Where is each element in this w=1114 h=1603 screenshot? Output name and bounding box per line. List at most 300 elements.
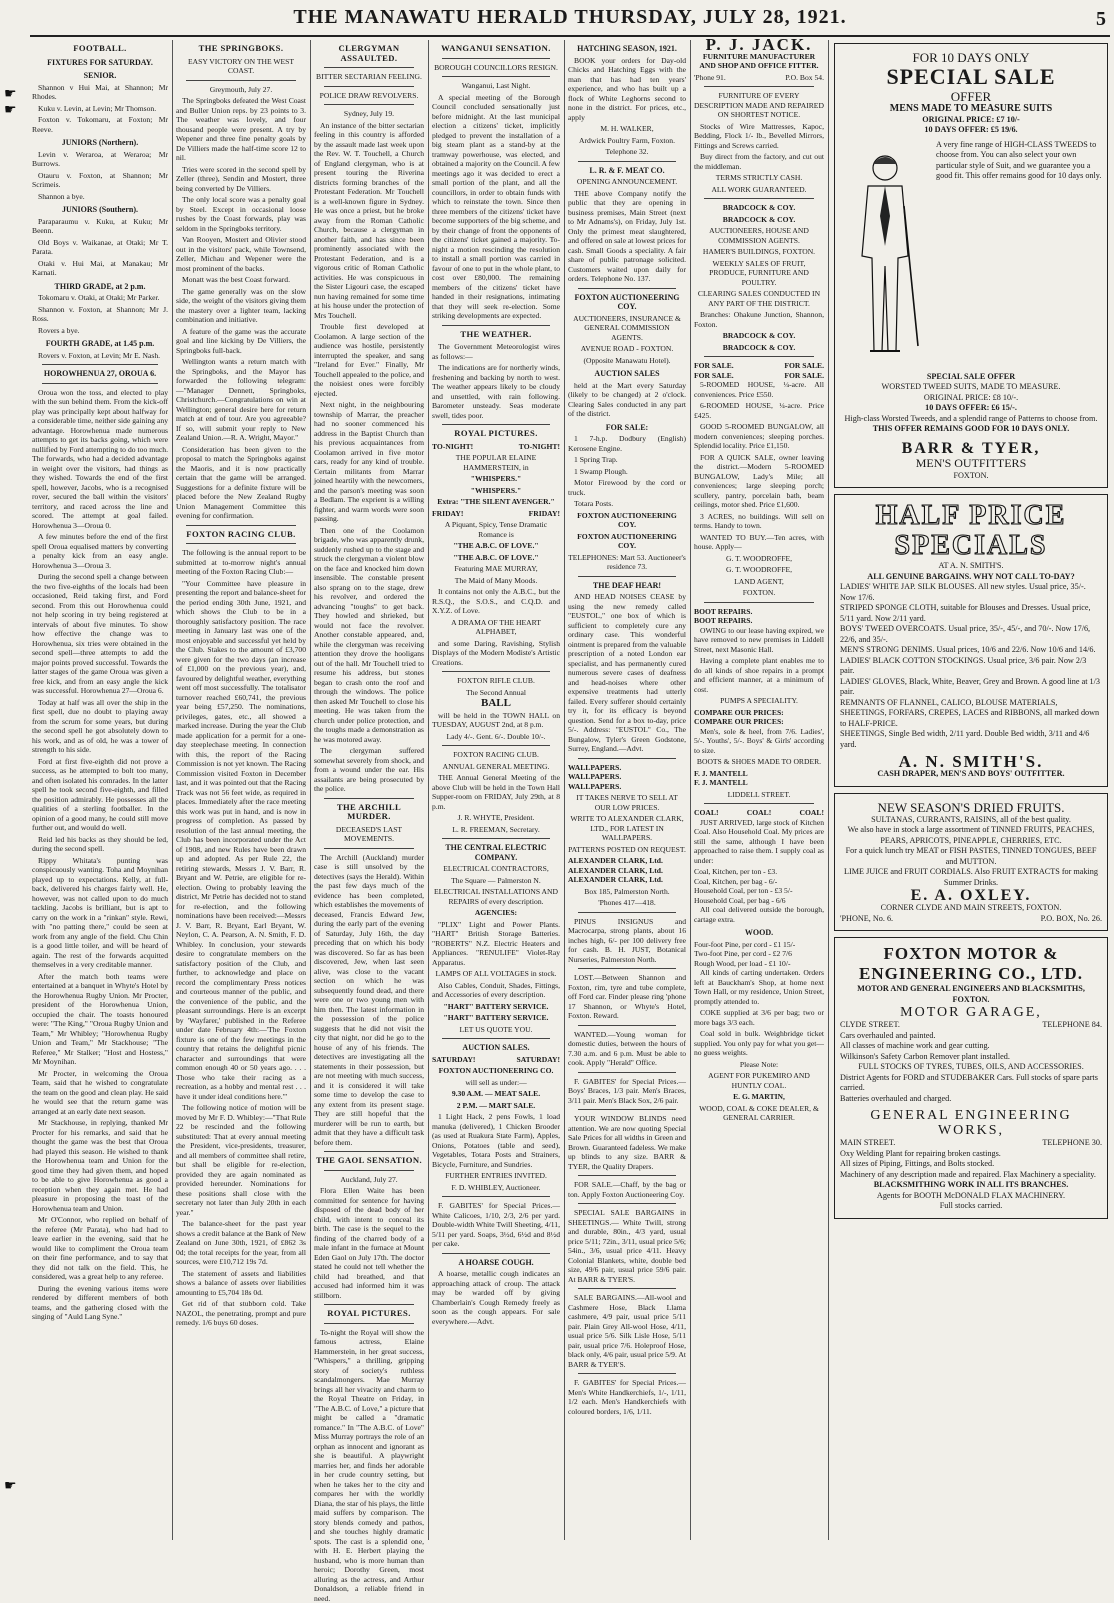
divider (578, 576, 676, 577)
divider (704, 803, 814, 804)
ad-line: LET US QUOTE YOU. (432, 1025, 560, 1035)
ad-line: MOTOR AND GENERAL ENGINEERS AND BLACKSMITHS, FOXTON. (840, 984, 1102, 1005)
auctioneering-heading: FOXTON AUCTIONEERING COY. (568, 293, 686, 312)
divider (578, 1175, 676, 1176)
article-paragraph: Consideration has been given to the proposal to match the Springboks against the Maoris, and it is now practically certain that the game will be arranged. Suggestions for a definite fixture will be placed before the New Zealand Rugby Union Management Committee this evening for confirmation. (176, 445, 306, 521)
ad-line: AUCTIONEERS, INSURANCE & GENERAL COMMISSION AGENTS. (568, 314, 686, 343)
column-classifieds (568, 40, 686, 1540)
article-paragraph: An instance of the bitter sectarian feeling in this country is afforded by the assault made last week upon the Rev. W. T. Touchell, a Church of England clergyman, who is at present touring the Riverina districts forming branches of the Protestant Federation. Mr Touchell is a well-known figure in Sydney. He was once a priest, but he broke away from the Roman Catholic Church, because a clergyman in another faith, and has since been prominently associated with the Protestant Federation, and is a vigorous critic of Roman Catholic activities. He was conspicuous in the Sister Ligouri case, the escaped nun having remained for some time at his house under the protection of Mrs Touchell. (314, 121, 424, 321)
ad-heading: THE CENTRAL ELECTRIC COMPANY. (432, 843, 560, 862)
ad-line: THIS OFFER REMAINS GOOD FOR 10 DAYS ONLY. (840, 424, 1102, 435)
ad-line: FOXTON AUCTIONEERING CO. (432, 1066, 560, 1076)
ad-line: FOR 10 DAYS ONLY (840, 50, 1102, 65)
ad-title: E. A. OXLEY. (840, 888, 1102, 903)
divider (442, 325, 550, 326)
article-paragraph: The Springboks defeated the West Coast and Buller Union reps. by 23 points to 3. The weather was lovely, and four thousand people were present. A try by Wepener and three fine penalty goals by De Villiers made the half-time score 12 to nil. (176, 96, 306, 163)
column-display-ads (832, 40, 1110, 1540)
dateline: Auckland, July 27. (314, 1175, 424, 1185)
article-paragraph: Then one of the Coolamon brigade, who was apparently drunk, suddenly rushed up to the stage and struck the clergyman a violent blow on the face and knocked him down insensible. The constable present also sprang on to the stage, drew his revolver, and ordered the advancing "toughs" to get back. They howled and shrieked, but would not face the revolver. Another constable appeared, and, while the clergyman was receiving attention they drove the hooligans out of the hall. Mr Touchell tried to resume his address, but stones began to crash onto the roof and through the windows. The police then asked Mr Touchell to close his meeting. He was taken from the church under police protection, and the toughs made a demonstration as he was motored away. (314, 526, 424, 745)
ad-heading: FOXTON RACING CLUB. (432, 750, 560, 760)
divider (442, 838, 550, 839)
ad-line: TELEPHONE 84. (1042, 1020, 1102, 1031)
fixtures-heading: FIXTURES FOR SATURDAY. (32, 58, 168, 68)
list-item: WANTED TO BUY.—Ten acres, with house. Apply— (694, 533, 824, 552)
column-rule (172, 40, 173, 1540)
deaf-heading: THE DEAF HEAR! (568, 581, 686, 591)
list-item: MEN'S STRONG DENIMS. Usual prices, 10/6 and 22/6. Now 10/6 and 14/6. (840, 645, 1102, 656)
film-title: "THE A.B.C. OF LOVE." (432, 541, 560, 551)
ad-text: All coal delivered outside the borough, cartage extra. (694, 905, 824, 924)
list-item: BOYS' TWEED OVERCOATS. Usual price, 35/-, 45/-, and 70/-. Now 17/6, 22/6, and 35/-. (840, 624, 1102, 645)
ad-heading: AUCTION SALES. (432, 1043, 560, 1053)
ad-line: AGENT FOR PUKEMIRO AND HUNTLY COAL. (694, 1071, 824, 1090)
friday-label: FRIDAY! (529, 509, 560, 519)
article-paragraph: Ford at first five-eighth did not prove a success, as he attempted to bolt too many, and often isolated his comrades. In the latter spell he took second five-eighth, and filled the position admirably. He possesses all the qualities of a sterling footballer. In the opinion of a good many, he could still move further out, and would do well. (32, 757, 168, 833)
classified-ad: SALE BARGAINS.—All-wool and Cashmere Hose, Black Llama cashmere, 4/9 pair, usual price 5/11 pair. Plain Grey All-wool Hose, 4/11, usual price 5/6. Silk Lisle Hose, 5/11 pair, usual price 7/6. Holeproof Hose, black only, 4/6 pair, usual price 5/9. At BARR & TYER'S. (568, 1293, 686, 1369)
springboks-subheading: EASY VICTORY ON THE WEST COAST. (176, 57, 306, 76)
ad-line: SPECIAL SALE OFFER (840, 372, 1102, 383)
ad-line: HAMER'S BUILDINGS, FOXTON. (694, 247, 824, 257)
ad-line: FOR SALE. (784, 361, 824, 371)
ad-line: WALLPAPERS. (568, 763, 686, 773)
divider (578, 1203, 676, 1204)
price-line: Household Coal, per ton - £3 5/- (694, 886, 824, 896)
meat-co-heading: L. R. & F. MEAT CO. (568, 166, 686, 176)
ad-text: Buy direct from the factory, and cut out the middleman. (694, 152, 824, 171)
ad-line: LAND AGENT, (694, 577, 824, 587)
ad-title: A. N. SMITH'S. (840, 754, 1102, 769)
article-paragraph: Flora Ellen Waite has been committed for sentence for having disposed of the dead body of her child, with intent to conceal its birth. The case is the sequel to the finding of the charred body of a male infant in the furnace at Mount Eden Gaol on July 17th. The doctor stated he could not tell whether the child had breathed, and that accused had informed him it was stillborn. (314, 1186, 424, 1300)
fixture-line: Levin v. Weraroa, at Weraroa; Mr Burrows. (32, 150, 168, 169)
foxton-motor-ad (834, 937, 1108, 1219)
ad-line: WRITE TO ALEXANDER CLARK, LTD., FOR LATEST IN WALLPAPERS. (568, 814, 686, 843)
list-item: LADIES' BLACK COTTON STOCKINGS. Usual price, 3/6 pair. Now 2/3 pair. (840, 656, 1102, 677)
ad-line: The Square — Palmerston N. (432, 876, 560, 886)
ad-line: BRADCOCK & COY. (694, 215, 824, 225)
ad-line: CASH DRAPER, MEN'S AND BOYS' OUTFITTER. (840, 769, 1102, 780)
classified-ad: YOUR WINDOW BLINDS need attention. We are now quoting Special Sale Prices for all widths in Green and Brown. Guaranteed fadeless. We make up blinds to any size. BARR & TYER, the Quality Drapers. (568, 1114, 686, 1171)
royal-pictures-ad (432, 429, 560, 667)
saturday-label: SATURDAY! (432, 1055, 475, 1065)
price-label: 10 DAYS OFFER: (924, 125, 988, 134)
article-paragraph: The Government Meteorologist wires as follows:— (432, 342, 560, 361)
divider (324, 104, 414, 105)
article-paragraph: The statement of assets and liabilities shows a balance of assets over liabilities amounting to £5,704 18s 0d. (176, 1269, 306, 1298)
ad-text: All kinds of carting undertaken. Orders left at Bauckham's Shop, at home next Town Hall, or my residence, Union Street, promptly attended to. (694, 968, 824, 1006)
archill-subheading: DECEASED'S LAST MOVEMENTS. (314, 825, 424, 844)
ad-line: MENS MADE TO MEASURE SUITS (840, 104, 1102, 115)
divider (186, 525, 296, 526)
ad-line: PUMPS A SPECIALITY. (694, 696, 824, 706)
weather-heading: THE WEATHER. (432, 330, 560, 340)
article-paragraph: Rippy Whitata's punting was conspicuously wanting. Toha and Moynihan played up to expectations. Kelly, at full-back, delivered his charges fairly well. He, however, was not called upon to do much tackling. Jacobs is brilliant, but is apt to carry on the work in a "rinkan" style. Rewi, with "no patting there," could be seen at work from any angle of the field. Chu Chin is a good little toiler, and will be heard of again. The rest of the forwards acquitted themselves in a very creditable manner. (32, 856, 168, 970)
classified-ad: F. GABITES' for Special Prices.— Boys' Braces, 1/3 pair. Men's Braces, 3/11 pair. Men's Black Sox, 2/6 pair. (568, 1077, 686, 1106)
article-paragraph: The Archill (Auckland) murder case is still unsolved by the detectives (says the Herald). Within the past few days much of the evidence has been completed, which establishes the movements of deceased, Francis Edward Jew, during the early part of the evening of Saturday, July 16th, the day preceding that on which his body was discovered. So far as has been discovered, Jew, when last seen alive, was close to the vacant section on which he was subsequently found dead, and there were one or two young men with him then. The latest information in the possession of the police suggests that he did not visit the city that night, nor did he go to the house of any of his friends. The detectives are investigating all the statements in their possession, but are not meeting with much success, and it is considered it will take some time to develop the case to any extent from its present stage. They are still hopeful that the murderer will be run to earth, but admit that they have a difficult task before them. (314, 853, 424, 1148)
ad-line: LIDDELL STREET. (694, 790, 824, 800)
ad-line: Please Note: (694, 1060, 824, 1070)
price-value: £7 10/- (996, 115, 1019, 124)
ad-text: THE Annual General Meeting of the above Club will be held in the Town Hall Supper-room on FRIDAY, July 29th, at 8 p.m. (432, 773, 560, 811)
ad-title: GENERAL ENGINEERING WORKS, (840, 1108, 1102, 1138)
ad-line: "HART" BATTERY SERVICE. (432, 1002, 560, 1012)
list-item: REMNANTS OF FLANNEL, CALICO, BLOUSE MATERIALS, SHEETINGS, FORFARS, CREPES, LACES and RIBBONS, all marked down to HALF-PRICE. (840, 698, 1102, 730)
ad-text: OWING to our lease having expired, we have removed to new premises in Liddell Street, next Masonic Hall. (694, 626, 824, 655)
ad-line: 'Phones 417—418. (568, 898, 686, 908)
ad-line: G. T. WOODROFFE, (694, 565, 824, 575)
ad-line: ELECTRICAL INSTALLATIONS AND REPAIRS of every description. (432, 887, 560, 906)
ad-line: OPENING ANNOUNCEMENT. (568, 177, 686, 187)
ad-line: L. R. FREEMAN, Secretary. (432, 825, 560, 835)
ad-line: FOXTON. (840, 471, 1102, 482)
article-paragraph: The clergyman suffered somewhat severely from shock, and from a wound under the ear. His assailants are being prosecuted by the police. (314, 746, 424, 794)
ad-line: FOR SALE. (784, 371, 824, 381)
ad-line: FOXTON AUCTIONEERING COY. (568, 532, 686, 551)
hatching-heading: HATCHING SEASON, 1921. (568, 44, 686, 54)
divider (442, 745, 550, 746)
ad-line: BRADCOCK & COY. (694, 203, 824, 213)
column-rule (690, 40, 691, 1540)
ad-line: M. H. WALKER, (568, 124, 686, 134)
ad-line: COMPARE OUR PRICES: (694, 717, 824, 727)
springboks-heading: THE SPRINGBOKS. (176, 44, 306, 54)
ad-line: BRADCOCK & COY. (694, 331, 824, 341)
auction-sales-ad (432, 1043, 560, 1192)
article-paragraph: Monatt was the best Coast forward. (176, 275, 306, 285)
ad-text: 1 Light Hack, 2 pens Fowls, 1 load manuka (delivered), 1 Chicken Brooder (as used at Ruakura State Farm), Apples, Onions, Potatoes (table and seed), Vegetables, Totara Posts and Strainers, Bicycle, Furniture, and Sundries. (432, 1112, 560, 1169)
divider (578, 288, 676, 289)
film-title: "THE A.B.C. OF LOVE." (432, 553, 560, 563)
divider (186, 80, 296, 81)
tonight-label: TO-NIGHT! (432, 442, 473, 452)
article-paragraph: The indications are for northerly winds, freshening and backing by north to west. The weather appears likely to be cloudy and unsettled, with rain following. Barometer unsteady. Seas moderate swell, tides poor. (432, 363, 560, 420)
cough-ad: A hoarse, metallic cough indicates an approaching attack of croup. The attack may be warded off by giving Chamberlain's Cough Remedy freely as soon as the cough appears. For sale everywhere.—Advt. (432, 1269, 560, 1326)
article-paragraph: Get rid of that stubborn cold. Take NAZOL, the penetrating, prompt and pure remedy. 1/6 buys 60 doses. (176, 1299, 306, 1328)
divider (442, 671, 550, 672)
ad-text: Coal sold in bulk. Weighbridge ticket supplied. You only pay for what you get—no guess weights. (694, 1029, 824, 1058)
list-item: Wilkinson's Safety Carbon Remover plant installed. (840, 1052, 1102, 1063)
price-label: ORIGINAL PRICE: (922, 115, 994, 124)
divider (324, 848, 414, 849)
ad-line: CORNER CLYDE AND MAIN STREETS, FOXTON. (840, 903, 1102, 914)
fixture-line: Paraparaumu v. Kuku, at Kuku; Mr Beenn. (32, 217, 168, 236)
divider (578, 1373, 676, 1374)
divider (442, 58, 550, 59)
ad-line: 2 P.M. — MART SALE. (432, 1101, 560, 1111)
ad-text: and some Daring, Ravishing, Stylish Displays of the Modern Modiste's Artistic Creations. (432, 639, 560, 668)
classified-ad: FOR SALE.—Chaff, by the bag or ton. Apply Foxton Auctioneering Coy. (568, 1180, 686, 1199)
divider (324, 1323, 414, 1324)
royal-ad-heading: ROYAL PICTURES. (432, 429, 560, 439)
list-item: GOOD 5-ROOMED BUNGALOW, all modern conveniences; sleeping porches. Splendid locality. Price £1,150. (694, 422, 824, 451)
divider (578, 1288, 676, 1289)
ad-line: 9.30 A.M. — MEAT SALE. (432, 1089, 560, 1099)
list-item: LADIES' WHITE JAP. SILK BLOUSES. All new styles. Usual price, 35/-. Now 17/6. (840, 582, 1102, 603)
price-line: Coal, Kitchen, per bag - 6/- (694, 877, 824, 887)
ad-line: WALLPAPERS. (568, 772, 686, 782)
ad-line: PATTERNS POSTED ON REQUEST. (568, 845, 686, 855)
ad-line: COAL! (694, 808, 718, 818)
price-line: Two-foot Pine, per cord - £2 7/6 (694, 949, 824, 959)
ad-title: SPECIALS (840, 531, 1102, 561)
article-paragraph: Mr O'Connor, who replied on behalf of the referee (Mr Parata), who had had to leave earlier in the evening, said that he would like to compliment the Oroua team on their fine performance, and to say that they did not talk on the field. This, he considered, was a great help to any referee. (32, 1215, 168, 1282)
ad-line: MAIN STREET. (840, 1138, 895, 1149)
list-item: Oxy Welding Plant for repairing broken castings. (840, 1149, 1102, 1160)
article-paragraph: Oroua won the toss, and elected to play with the sun behind them. From the kick-off play was principally kept about halfway for a considerable time, neither side gaining any advantage. Horowhenua made numerous attempts to get its backs going, which were nullified by Ford attempting to do too much. The forwards, who had a decided advantage in weight over the visitors, had things as they wished. Towards the end of the first spell, however, Jacobs, who is a recognised rover, secured the ball within the visitors' territory, and raced across the line and scored. The attempt at goal failed. Horowhenua 3—Oroua 0. (32, 388, 168, 531)
list-item: Batteries overhauled and charged. (840, 1094, 1102, 1105)
fourth-grade-heading: FOURTH GRADE, at 1.45 p.m. (32, 339, 168, 349)
ad-text: A very fine range of HIGH-CLASS TWEEDS to choose from. You can also select your own particular style of Suit, and we guarantee you a good fit. This offer remains good for 10 days only. (936, 140, 1102, 182)
wanganui-subheading: BOROUGH COUNCILLORS RESIGN. (432, 63, 560, 73)
fixture-line: Shannon v. Foxton, at Shannon; Mr J. Ross. (32, 305, 168, 324)
ad-title: HALF PRICE (840, 501, 1102, 531)
column-rule (428, 40, 429, 1540)
ad-line: ANNUAL GENERAL MEETING. (432, 762, 560, 772)
ad-line: ALEXANDER CLARK, Ltd. (568, 856, 686, 866)
column-football (32, 40, 168, 1540)
ad-text: Having a complete plant enables me to do all kinds of shoe repairs in a prompt and efficient manner, at a minimum of cost. (694, 656, 824, 694)
article-paragraph: The only local score was a penalty goal by Steel. Except in occasional loose rushes by the Coast forwards, play was seldom in the Springboks territory. (176, 195, 306, 233)
ad-heading: FOXTON RIFLE CLUB. (432, 676, 560, 686)
ad-line: A Piquant, Spicy, Tense Dramatic Romance is (432, 520, 560, 539)
tonight-label: TO-NIGHT! (519, 442, 560, 452)
ad-line: WOOD, COAL & COKE DEALER, & GENERAL CARRIER. (694, 1104, 824, 1123)
ad-line: COAL! (747, 808, 771, 818)
divider (442, 76, 550, 77)
ad-line: F. D. WHIBLEY, Auctioneer. (432, 1183, 560, 1193)
hatching-ad: BOOK your orders for Day-old Chicks and Hatching Eggs with the man that has had ten years' experience, and who has built up a flock of White Leghorns second to none in the district. For prices, etc., apply (568, 56, 686, 123)
divider (578, 968, 676, 969)
match-heading: HOROWHENUA 27, OROUA 6. (32, 369, 168, 379)
ad-line: BOOTS & SHOES MADE TO ORDER. (694, 757, 824, 767)
clergyman-subheading: POLICE DRAW REVOLVERS. (314, 91, 424, 101)
article-paragraph: After the match both teams were entertained at a banquet in Whyte's Hotel by the Horowhenua Rugby Union. Mr Procter, president of the Horowhenua Union, occupied the chair. The toasts honoured were: "The King," "Oroua Rugby Union and Team," Mr Whibley; "Horowhenua Rugby Union and Team," Mr Stackhouse; "The Referee," Mr Stalker; "Host and Hostess," Mr Moynihan. (32, 972, 168, 1067)
ad-line: (Opposite Manawatu Hotel). (568, 356, 686, 366)
article-paragraph: Wellington wants a return match with the Springboks, and the Mayor has forwarded the following telegram:—"Manager Dennett, Springboks, Christchurch.—Congratulations on win at Wellington; general desire here for return match at end of tour. Are you agreeable? If so, will submit your reply to New Zealand Union.—R. A. Wright, Mayor." (176, 357, 306, 443)
archill-heading: THE ARCHILL MURDER. (314, 803, 424, 822)
divider (324, 1151, 414, 1152)
list-item: Machinery of any description made and repaired. Flax Machinery a speciality. (840, 1170, 1102, 1181)
racing-club-heading: FOXTON RACING CLUB. (176, 530, 306, 540)
ad-line: Featuring MAE MURRAY, (432, 564, 560, 574)
classified-ad: PINUS INSIGNUS and Macrocarpa, strong plants, about 16 inches high, 6/- per 100 delivery free for cash. B. H. JUST, Botanical Nurseries, Palmerston North. (568, 917, 686, 965)
ad-text: High-class Worsted Tweeds, and a splendid range of Patterns to choose from. (840, 414, 1102, 425)
divider (704, 198, 814, 199)
ad-line: WORSTED TWEED SUITS, MADE TO MEASURE. (840, 382, 1102, 393)
masthead (30, 6, 1110, 36)
fixture-line: Otauru v. Foxton, at Shannon; Mr Scrimeis. (32, 171, 168, 190)
clergyman-subheading: BITTER SECTARIAN FEELING. (314, 72, 424, 82)
ad-line: 'Phone 91. (694, 73, 726, 83)
film-title: "WHISPERS." (432, 474, 560, 484)
gaol-heading: THE GAOL SENSATION. (314, 1156, 424, 1166)
article-paragraph: Mr Procter, in welcoming the Oroua Team, said that he wished to congratulate the team on the good and clean play. He said he would see that the return game was arranged at an early date next season. (32, 1069, 168, 1117)
article-paragraph: "Your Committee have pleasure in presenting the report and balance-sheet for the period ending 30th June, 1921, and which shows the Club to be in a thoroughly satisfactory position. The race meeting in January last was one of the most enjoyable and successful yet held by the Club. Stakes to the amount of £3,700 were given for the two days (an increase of £1,000 on the previous year), and, favoured by delightful weather, everything went off most successfully. The totalisator turnover reached £60,741, the previous year being £57,250. The nominations, privileges, gates, etc., all showed a marked increase. During the year the Club made application for a permit for a one-day steeplechase meeting. In connection with this, the report of the Racing Commission is not yet known. The Racing Commission visited Foxton in December last, and it was pointed out that the Racing Track was not 56 feet wide, as required in places. Immediately after the race meeting this work was put in hand, and is now in progress of completion. As passed by resolution of the last annual meeting, the Club has been incorporated under the Act of 1908, and new Rules have been drawn up and adopted. As per Rule 22, the retiring stewards, Messrs J. V. Barr, R. Bryant and W. Petrie, are eligible for re-election. Owing to probably leaving the district, Mr Petrie has decided not to stand for re-election, and the following nominations have been received:—Messrs J. V. Barr, R. Bryant, Earl Bryant, W. Neylon, C. A. Pearson, A. N. Smith, F. D. Whibley. In conclusion, your stewards desire to congratulate members on the satisfactory position of the Club, and further, to acknowledge and place on record the complimentary Press notices and courteous manner of the public, and the convenience of the public, and the pleasant surroundings. Here is an excerpt by 'Wayfarer,' published in the Referee under date February 4th:—'The Foxton fixture is one of the few meetings in the country that retains the delightful picnic character and surroundings that were common enough 40 or 50 years ago. . . . Those who take their racing as a recreation, as a hobby and mental rest . . . have it under ideal conditions here.'" (176, 579, 306, 1102)
ad-line: FOXTON. (694, 588, 824, 598)
column-rule (828, 40, 829, 1540)
ad-line: Ardwick Poultry Farm, Foxton. (568, 136, 686, 146)
list-item: Totara Posts. (568, 499, 686, 509)
divider (42, 364, 158, 365)
ad-title: FOXTON MOTOR & ENGINEERING CO., LTD. (840, 944, 1102, 984)
ad-line: ALEXANDER CLARK, Ltd. (568, 866, 686, 876)
ad-line: Lady 4/-. Gent. 6/-. Double 10/-. (432, 732, 560, 742)
ad-heading: AUCTION SALES (568, 369, 686, 379)
list-item: District Agents for FORD and STUDEBAKER Cars. Full stocks of spare parts carried. (840, 1073, 1102, 1094)
list-item: LADIES' GLOVES, Black, White, Beaver, Grey and Brown. A good line at 1/3 pair. (840, 677, 1102, 698)
divider (442, 1253, 550, 1254)
football-heading: FOOTBALL. (32, 44, 168, 54)
divider (186, 543, 296, 544)
ad-line: FURNITURE MANUFACTURER AND SHOP AND OFFICE FITTER. (694, 52, 824, 71)
ad-text: Men's, sole & heel, from 7/6. Ladies', 5/-. Youths', 5/-. Boys' & Girls' according to size. (694, 727, 824, 756)
ad-line: AVENUE ROAD - FOXTON. (568, 344, 686, 354)
ad-line: BRADCOCK & COY. (694, 343, 824, 353)
article-paragraph: Van Rooyen, Mostert and Olivier stood out in the visitors' pack, while Townsend, Zeller, Michau and Wepener were the most prominent of the backs. (176, 235, 306, 273)
article-paragraph: The following notice of motion will be moved by Mr F. D. Whibley:—"That Rule 22 be rescinded and the following substituted: That at every annual meeting the President, vice-presidents, treasurer, and all members of committee shall retire, but shall be eligible for re-election, provided they are again nominated as provided hereunder. Nominations for these positions shall close with the secretary not later than July 20th in each year." (176, 1103, 306, 1217)
list-item: STRIPED SPONGE CLOTH, suitable for Blouses and Dresses. Usual price, 5/11 yard. Now 2/11 yard. (840, 603, 1102, 624)
ad-line: ALL GENUINE BARGAINS. WHY NOT CALL TO-DAY? (840, 572, 1102, 583)
divider (578, 1025, 676, 1026)
film-title: Extra: "THE SILENT AVENGER." (432, 497, 560, 507)
divider (578, 912, 676, 913)
ad-text: For a quick lunch try MEAT or FISH PASTES, TINNED TONGUES, BEEF and MUTTON. (840, 846, 1102, 867)
ad-line: AUCTIONEERS, HOUSE AND COMMISSION AGENTS. (694, 226, 824, 245)
list-item: All sizes of Piping, Fittings, and Bolts stocked. (840, 1159, 1102, 1170)
suited-man-illustration (840, 146, 930, 366)
column-springboks (176, 40, 306, 1540)
ad-line: AT A. N. SMITH'S. (840, 561, 1102, 572)
barr-tyer-sale-ad (834, 43, 1108, 488)
ad-text: Stocks of Wire Mattresses, Kapoc, Bedding, Flock 1/- lb., Bevelled Mirrors, Fittings and Screws carried. (694, 122, 824, 151)
classified-ad: LOST.—Between Shannon and Foxton, rim, tyre and tube complete, off Ford car. Finder please ring 'phone 17 Shannon, or Whyte's Hotel, Foxton. Reward. (568, 973, 686, 1021)
ad-line: Telephone 32. (568, 147, 686, 157)
divider (324, 67, 414, 68)
ad-line: CLEARING SALES CONDUCTED IN ANY PART OF THE DISTRICT. (694, 289, 824, 308)
ad-line: THE POPULAR ELAINE HAMMERSTEIN, in (432, 453, 560, 472)
half-price-specials-ad (834, 494, 1108, 787)
ad-text: "PLIX" Light and Power Plants. "HART" British Storage Batteries. "ROBERTS" N.Z. Electric Heaters and Appliances. "RENULIFE" Violet-Ray Apparatus. (432, 920, 560, 968)
ad-line: WEEKLY SALES OF FRUIT, PRODUCE, FURNITURE AND POULTRY. (694, 259, 824, 288)
ad-line: IT TAKES NERVE TO SELL AT OUR LOW PRICES. (568, 793, 686, 812)
deaf-ad: AND HEAD NOISES CEASE by using the new remedy called "EUSTOL," one box of which is sufficient to completely cure any ordinary case. This wonderful ointment is prepared from the valuable prescription of a noted London ear specialist, and has permanently cured numerous severe cases of deafness and head-noises where other expensive treatments had utterly failed. Every sufferer should certainly try it, for its efficacy is beyond question. Send for a box to-day, price 5/-. Address: "EUSTOL" Co., The Bungalow, Tyler's Green Godstone, Surrey, England.—Advt. (568, 592, 686, 754)
price-line: Household Coal, per bag - 6/6 (694, 896, 824, 906)
ad-line: AGENCIES: (432, 908, 560, 918)
pointing-hand-icon: ☛ (4, 102, 17, 119)
royal-heading: ROYAL PICTURES. (314, 1309, 424, 1319)
list-item: Cars overhauled and painted. (840, 1031, 1102, 1042)
ad-text: held at the Mart every Saturday (likely to be changed) at 2 o'clock. Clearing Sales conducted in any part of the district. (568, 381, 686, 419)
ad-line: ORIGINAL PRICE: £8 10/-. (840, 393, 1102, 404)
meat-co-ad: THE above Company notify the public that they are opening in business premises, Main Street (next to Mr Adnams's), on Friday, July 1st. Only the primest meat slaughtered, and offered on sale at lowest prices for cash. Small Goods a speciality. A fair share of public patronage solicited. Customers waited upon daily for orders. Telephone No. 137. (568, 189, 686, 284)
ad-line: TELEPHONES: Mart 53. Auctioneer's residence 73. (568, 553, 686, 572)
article-paragraph: A feature of the game was the accurate goal and line kicking by De Villiers, the Springboks full-back. (176, 327, 306, 356)
juniors-north-heading: JUNIORS (Northern). (32, 138, 168, 148)
ad-line: MEN'S OUTFITTERS (840, 456, 1102, 471)
ad-text: We also have in stock a large assortment of TINNED FRUITS, PEACHES, PEARS, APRICOTS, PINEAPPLE, CHERRIES, ETC. (840, 825, 1102, 846)
ad-line: COAL! (800, 808, 824, 818)
ad-line: The Maid of Many Moods. (432, 576, 560, 586)
article-paragraph: Today at half was all over the ship in the first spell, due no doubt to playing away from the scrum for some years, but during the second spell he got absolutely down to his work, and as of old, he was a tower of strength to his side. (32, 698, 168, 755)
list-item: 5-ROOMED HOUSE, ¼-acre. All conveniences. Price £550. (694, 380, 824, 399)
column-business-ads (694, 40, 824, 1540)
list-item: 1 7-h.p. Dodbury (English) Kerosene Engine. (568, 434, 686, 453)
ad-text: will be held in the TOWN HALL on TUESDAY, AUGUST 2nd, at 8 p.m. (432, 711, 560, 730)
article-paragraph: The following is the annual report to be submitted at to-morrow night's annual meeting of the Foxton Racing Club:— (176, 548, 306, 577)
ad-line: LAMPS OF ALL VOLTAGES in stock. (432, 969, 560, 979)
divider (704, 86, 814, 87)
fixture-line: Tokomaru v. Otaki, at Otaki; Mr Parker. (32, 293, 168, 303)
article-paragraph: During the evening various items were rendered by different members of both teams, and the gathering closed with the singing of "Auld Lang Syne." (32, 1284, 168, 1322)
divider (442, 1038, 550, 1039)
divider (578, 1109, 676, 1110)
article-paragraph: Trouble first developed at Coolamon. A large section of the audience was hostile, persistently interrupted the speaker, and sang "Ireland for Ever." Finally, Mr Touchell appealed to the police, and the noisiest ones were forcibly ejected. (314, 322, 424, 398)
list-item: 3 ACRES, no buildings. Will sell on terms. Handy to town. (694, 512, 824, 531)
article-paragraph: A special meeting of the Borough Council concluded sensationally just before midnight. At the last municipal election a citizens' ticket, implicitly pledged to prevent the installation of a big steam plant as a stand-by at the tramway powerhouse, was elected, and obtained a majority on the Council. A few meetings ago it was decided to erect a small portion of the plant, and all the councillors, in order to obtain funds with which to reinstate the town. Since then three members of the citizens' ticket have become supporters of the big scheme, and by their change of front the opponents of the citizens' ticket gained a majority. To-night a motion rescinding the resolution to install a small portion was carried in favour of one to put in the whole plant, to cost over £80,000. The remaining members of the citizens' ticket have handed in their resignations, intimating that they will seek re-election. Some striking developments are expected. (432, 93, 560, 321)
dried-fruits-ad (834, 793, 1108, 932)
masthead-rule (30, 35, 1110, 37)
racing-meeting-ad (432, 750, 560, 834)
divider (324, 1170, 414, 1171)
ad-line: F. J. MANTELL (694, 778, 824, 788)
ad-title: BALL (432, 699, 560, 709)
divider (578, 758, 676, 759)
rifle-club-ad (432, 676, 560, 741)
ad-line: G. T. WOODROFFE, (694, 554, 824, 564)
ad-text: LIME JUICE and FRUIT CORDIALS. Also FRUIT EXTRACTS for making Summer Drinks. (840, 867, 1102, 888)
divider (578, 1072, 676, 1073)
ad-line: WALLPAPERS. (568, 782, 686, 792)
ad-line: P.O. Box 54. (785, 73, 824, 83)
ad-title: SPECIAL SALE (840, 65, 1102, 89)
ad-heading: FOR SALE: (568, 423, 686, 433)
ad-line: FOR SALE. (694, 361, 734, 371)
ad-line: 'PHONE, No. 6. (840, 914, 893, 925)
ad-line: OFFER (840, 89, 1102, 104)
price-value: £5 19/6. (991, 125, 1018, 134)
film-title: "WHISPERS." (432, 486, 560, 496)
article-paragraph: A few minutes before the end of the first spell Oroua equalised matters by converting a penalty kick from an easy angle. Horowhenua 3—Oroua 3. (32, 532, 168, 570)
ad-line: CLYDE STREET. (840, 1020, 900, 1031)
saturday-label: SATURDAY! (517, 1055, 560, 1065)
ad-line: BOOT REPAIRS. (694, 607, 824, 617)
ad-title: NEW SEASON'S DRIED FRUITS. (840, 800, 1102, 815)
list-item: SHEETINGS, Single Bed width, 2/11 yard. Double Bed width, 3/11 and 4/6 yard. (840, 729, 1102, 750)
ad-text: COKE supplied at 3/6 per bag; two or more bags 3/3 each. (694, 1008, 824, 1027)
ad-heading: WOOD. (694, 928, 824, 938)
ad-line: BOOT REPAIRS. (694, 616, 824, 626)
clergyman-heading: CLERGYMAN ASSAULTED. (314, 44, 424, 63)
electric-company-ad (432, 843, 560, 1034)
list-item: 6-ROOMED HOUSE, ¼-acre. Price £425. (694, 401, 824, 420)
senior-heading: SENIOR. (32, 71, 168, 81)
price-line: Four-foot Pine, per cord - £1 15/- (694, 940, 824, 950)
page-number: 5 (1096, 8, 1106, 31)
ad-line: E. G. MARTIN, (694, 1092, 824, 1102)
list-item: Full stocks carried. (840, 1201, 1102, 1212)
ad-line: Box 185, Palmerston North. (568, 887, 686, 897)
gabites-ad: F. GABITES' for Special Prices.— White Calicoes, 1/10, 2/3, 2/6 per yard. Double-width White Twill Sheeting, 4/11, 5/11 per yard. Soaps, 3½d, 6½d and 8½d per cake. (432, 1201, 560, 1249)
article-paragraph: The game generally was on the slow side, the weight of the visitors giving them the mastery over a lighter team, lacking combination and initiative. (176, 287, 306, 325)
ad-title: MOTOR GARAGE, (840, 1005, 1102, 1020)
list-item: FOR A QUICK SALE, owner leaving the district.—Modern 5-ROOMED BUNGALOW, Lady's Mile; all conveniences; large sleeping porch; scullery, pantry, porcelain bath, beam ceilings, motor shed. Price £1,600. (694, 453, 824, 510)
jack-heading: P. J. JACK. (694, 40, 824, 50)
ad-line: COMPARE OUR PRICES: (694, 708, 824, 718)
price-line: Coal, Kitchen, per ton - £3. (694, 867, 824, 877)
ad-line: TERMS STRICTLY CASH. (694, 173, 824, 183)
column-clergyman (314, 40, 424, 1540)
wanganui-heading: WANGANUI SENSATION. (432, 44, 560, 54)
article-paragraph: During the second spell a change between the two five-eighths of the locals had been occasioned, Reid taking first, and Ford second. From this out Horowhenua could not help scoring in try being registered at intervals of about five minutes. To show how effective the change was to Horowhenua, six tries were obtained in the second spell—three attempts to add the major points proved successful. Towards the latter stages of the game Oroua was given a free kick, and from an easy angle the kick was successful. Horowhenua 27—Oroua 6. (32, 572, 168, 696)
